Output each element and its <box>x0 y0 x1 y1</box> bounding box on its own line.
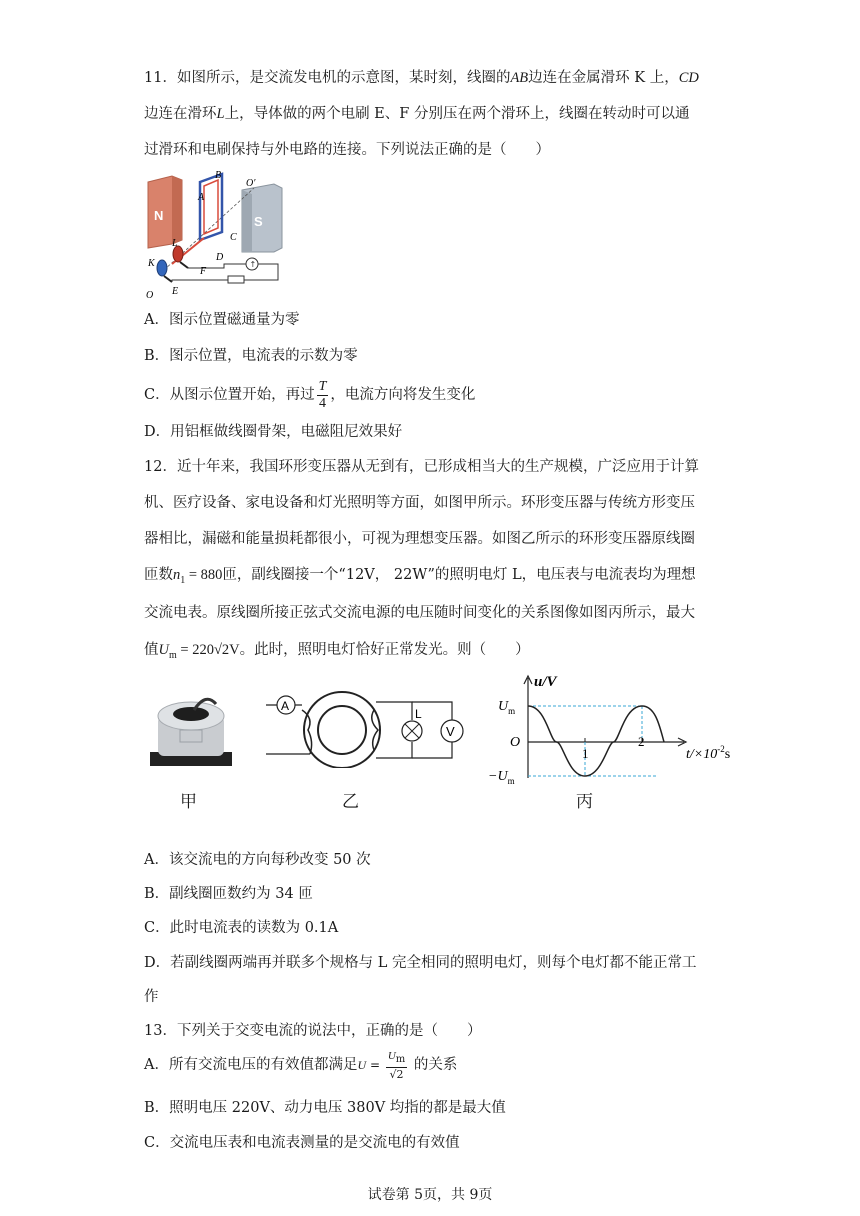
ammeter-label: A <box>281 699 290 713</box>
tick-1: 1 <box>582 746 589 761</box>
q11-option-a[interactable]: A．图示位置磁通量为零 <box>144 312 300 328</box>
q12-line-6: 值$U_m = 220√2V$。此时，照明电灯恰好正常发光。则（ ） <box>144 642 530 661</box>
q12-option-d-cont: 作 <box>144 989 159 1005</box>
y-axis-label: u/V <box>534 674 557 690</box>
svg-text:C: C <box>230 232 237 243</box>
q12-option-c[interactable]: C．此时电流表的读数为 0.1A <box>144 920 339 936</box>
q11-line-1: 11．如图所示，是交流发电机的示意图，某时刻，线圈的AB边连在金属滑环 K 上，CD <box>144 70 699 86</box>
q12-line-4: 匝数$n_1 = 880$匝，副线圈接一个“12V， 22W”的照明电灯 L，电压表与电流表均为理想 <box>144 567 696 586</box>
q12-option-d[interactable]: D．若副线圈两端再并联多个规格与 L 完全相同的照明电灯，则每个电灯都不能正常工 <box>144 955 697 971</box>
generator-figure <box>142 168 292 300</box>
q11-option-d[interactable]: D．用铝框做线圈骨架，电磁阻尼效果好 <box>144 424 403 440</box>
q11-line-2: 边连在滑环L上，导体做的两个电刷 E、F 分别压在两个滑环上，线圈在转动时可以通 <box>144 106 690 122</box>
q13-stem: 13．下列关于交变电流的说法中，正确的是（ ） <box>144 1023 482 1039</box>
label-yi: 乙 <box>342 792 359 812</box>
page-footer: 试卷第 5页，共 9页 <box>367 1187 493 1203</box>
svg-text:O: O <box>146 290 154 300</box>
svg-text:F: F <box>200 266 207 277</box>
q11-line-3: 过滑环和电刷保持与外电路的连接。下列说法正确的是（ ） <box>144 142 550 158</box>
voltage-time-graph <box>488 672 758 784</box>
q12-line-1: 12．近十年来，我国环形变压器从无到有，已形成相当大的生产规模，广泛应用于计算 <box>144 459 699 475</box>
label-n: N <box>154 208 164 223</box>
lamp-label: L <box>415 707 422 721</box>
transformer-circuit <box>262 688 470 768</box>
toroidal-transformer-image <box>146 690 238 776</box>
q12-option-a[interactable]: A．该交流电的方向每秒改变 50 次 <box>144 852 371 868</box>
svg-text:↑: ↑ <box>249 260 257 269</box>
svg-text:O′: O′ <box>246 178 256 189</box>
neg-um-label: $-U_m$ <box>488 769 515 784</box>
q13-option-c[interactable]: C．交流电压表和电流表测量的是交流电的有效值 <box>144 1135 460 1151</box>
svg-text:E: E <box>172 286 179 297</box>
q12-line-2: 机、医疗设备、家电设备和灯光照明等方面，如图甲所示。环形变压器与传统方形变压 <box>144 495 695 511</box>
x-axis-label: $t/\times 10^{-2}s$ <box>686 744 731 762</box>
origin-label: O <box>510 735 521 750</box>
q13-option-a[interactable]: A．所有交流电压的有效值都满足U = $\frac{U_m}{√2}$ 的关系 <box>144 1050 458 1081</box>
label-s: S <box>254 214 263 229</box>
svg-text:K: K <box>148 258 155 269</box>
um-label: $U_m$ <box>498 699 516 716</box>
q12-line-5: 交流电表。原线圈所接正弦式交流电源的电压随时间变化的关系图像如图丙所示，最大 <box>144 605 695 621</box>
label-bing: 丙 <box>576 792 593 812</box>
q13-option-b[interactable]: B．照明电压 220V、动力电压 380V 均指的都是最大值 <box>144 1100 506 1116</box>
svg-text:L: L <box>172 238 178 249</box>
q11-option-b[interactable]: B．图示位置，电流表的示数为零 <box>144 348 358 364</box>
tick-2: 2 <box>638 734 645 749</box>
voltmeter-label: V <box>446 724 455 739</box>
svg-text:A: A <box>198 192 205 203</box>
q11-option-c[interactable]: C．从图示位置开始，再过 $\frac{T}{4}$ ，电流方向将发生变化 <box>144 378 476 411</box>
svg-text:D: D <box>216 252 224 263</box>
q12-line-3: 器相比，漏磁和能量损耗都很小，可视为理想变压器。如图乙所示的环形变压器原线圈 <box>144 531 695 547</box>
q12-option-b[interactable]: B．副线圈匝数约为 34 匝 <box>144 886 313 902</box>
svg-text:B: B <box>215 170 222 181</box>
label-jia: 甲 <box>180 792 197 812</box>
